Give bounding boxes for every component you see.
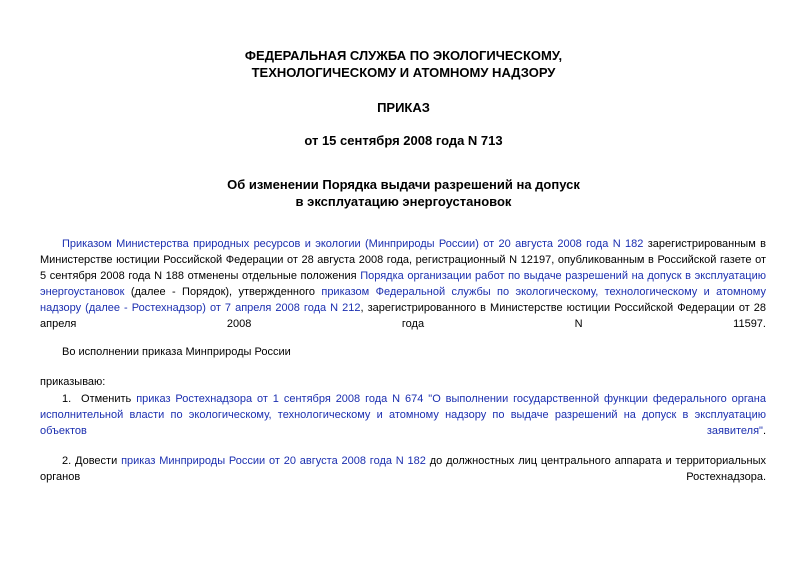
preamble-text-1: зарегистрированным в Министерстве юстиции Российской Федерации от 28 августа 2008 года, регистрационный N 12197, опубликованным в Российской газете от 5 сентября 2008 года N 188 отменены отдельные положения — [40, 238, 766, 282]
document-title-line1: Об изменении Порядка выдачи разрешений на допуск — [227, 177, 580, 192]
item-2-end: до должностных лиц центрального аппарата и территориальных органов Ростехнадзора. — [40, 455, 766, 483]
order-item-1 — [40, 391, 766, 439]
item-1-end: . — [762, 425, 766, 437]
agency-name — [0, 47, 807, 81]
item-number-1: 1. — [62, 393, 72, 405]
item-1-text: Отменить — [81, 393, 137, 405]
agency-name-line2: ТЕХНОЛОГИЧЕСКОМУ И АТОМНОМУ НАДЗОРУ — [251, 65, 556, 80]
agency-name-line1: ФЕДЕРАЛЬНАЯ СЛУЖБА ПО ЭКОЛОГИЧЕСКОМУ, — [244, 48, 563, 63]
item-2-text: Довести — [75, 455, 122, 467]
link-rostekhnadzor-order-674[interactable]: приказ Ростехнадзора от 1 сентября 2008 года N 674 "О выполнении государственной функции федерального органа исполнительной власти по экологическому, технологическому и атомному надзору по выдаче разрешений на допуск в эксплуатацию объектов заявителя" — [40, 393, 766, 437]
item-number-2: 2. — [62, 455, 72, 467]
paragraph-order-word: приказываю: — [40, 376, 106, 388]
link-minprirody-order-182-item2[interactable]: приказ Минприроды России от 20 августа 2008 года N 182 — [121, 455, 426, 467]
link-rostekhnadzor-order-212[interactable]: приказом Федеральной службы по экологическому, технологическому и атомному надзору (далее - Ростехнадзор) от 7 апреля 2008 года N 212 — [40, 286, 766, 314]
paragraph-execution: Во исполнении приказа Минприроды России — [62, 346, 291, 358]
link-procedure[interactable]: Порядка организации работ по выдаче разрешений на допуск в эксплуатацию энергоустановок — [40, 270, 766, 298]
document-type: ПРИКАЗ — [377, 100, 430, 115]
preamble-text-2: (далее - Порядок), утвержденного — [124, 286, 322, 298]
document-date: от 15 сентября 2008 года N 713 — [304, 133, 503, 148]
order-item-2 — [40, 453, 766, 485]
preamble-text-3: , зарегистрированного в Министерстве юстиции Российской Федерации от 28 апреля 2008 года N 11597. — [40, 302, 767, 330]
document-title — [0, 176, 807, 210]
link-minprirody-order-182[interactable]: Приказом Министерства природных ресурсов и экологии (Минприроды России) от 20 августа 2008 года N 182 — [62, 238, 644, 250]
paragraph-preamble — [40, 236, 766, 332]
document-title-line2: в эксплуатацию энергоустановок — [295, 194, 512, 209]
